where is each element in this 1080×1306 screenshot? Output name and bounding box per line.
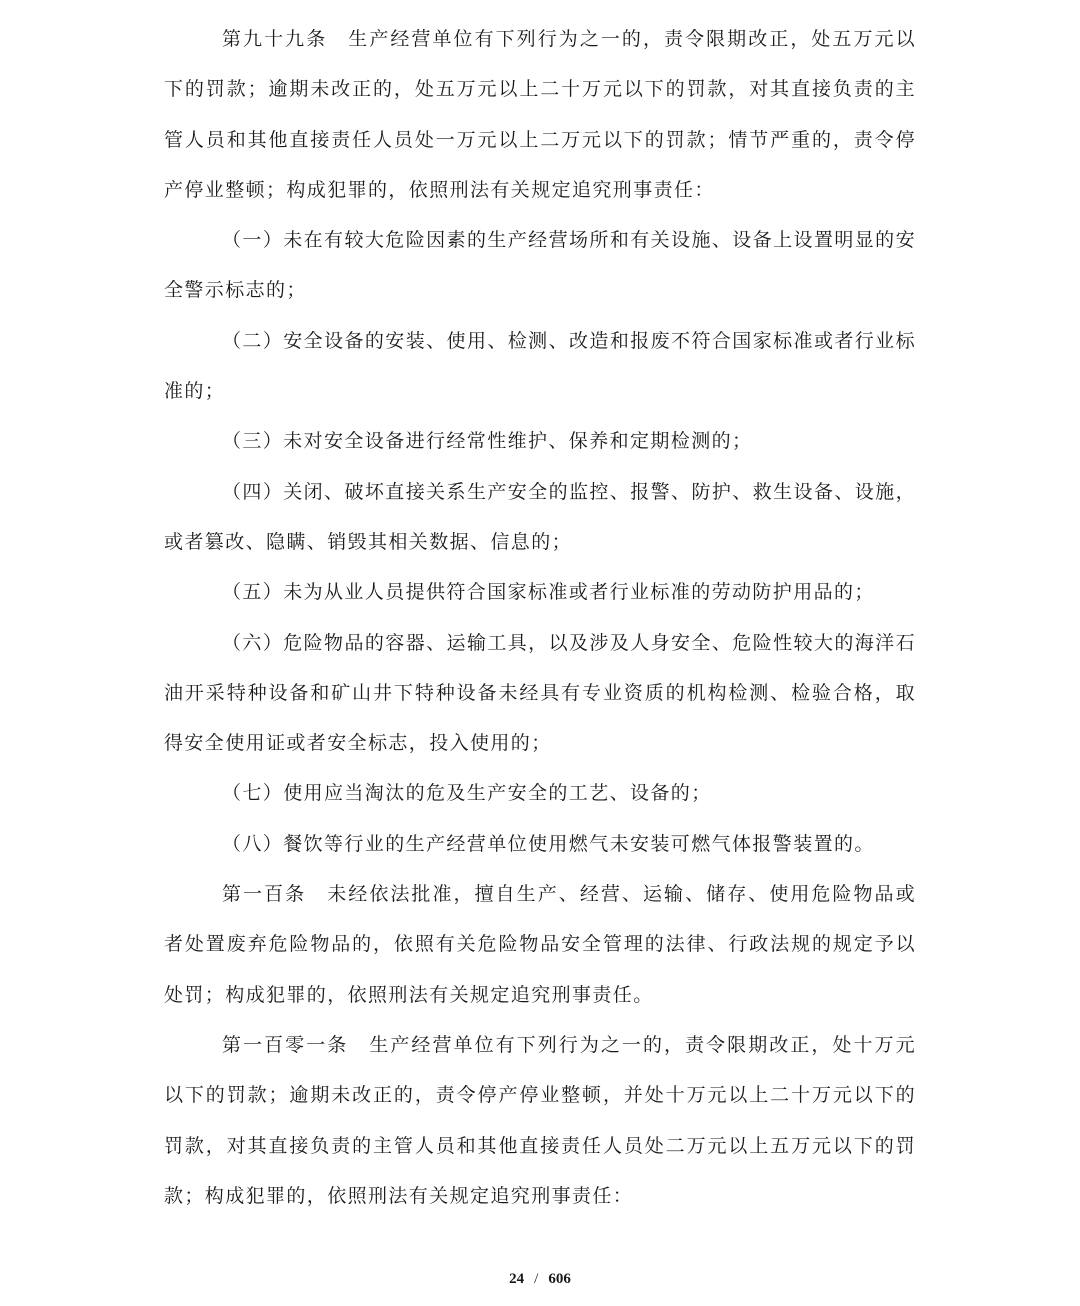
article-101	[164, 1020, 916, 1221]
list-item: （六）危险物品的容器、运输工具，以及涉及人身安全、危险性较大的海洋石油开采特种设备和矿山井下特种设备未经具有专业资质的机构检测、检验合格，取得安全使用证或者安全标志，投入使用的；	[164, 631, 916, 755]
list-item: （二）安全设备的安装、使用、检测、改造和报废不符合国家标准或者行业标准的；	[164, 329, 916, 403]
article-heading: 第九十九条	[222, 28, 328, 50]
list-item: （七）使用应当淘汰的危及生产安全的工艺、设备的；	[222, 782, 712, 805]
article-text: 生产经营单位有下列行为之一的，责令限期改正，处五万元以下的罚款；逾期未改正的，处五万元以上二十万元以下的罚款，对其直接负责的主管人员和其他直接责任人员处一万元以上二万元以下的罚款；情节严重的，责令停产停业整顿；构成犯罪的，依照刑法有关规定追究刑事责任：	[164, 28, 916, 201]
current-page-number: 24	[509, 1271, 525, 1287]
list-item: （一）未在有较大危险因素的生产经营场所和有关设施、设备上设置明显的安全警示标志的；	[164, 229, 916, 302]
article-text: 未经依法批准，擅自生产、经营、运输、储存、使用危险物品或者处置废弃危险物品的，依照有关危险物品安全管理的法律、行政法规的规定予以处罚；构成犯罪的，依照刑法有关规定追究刑事责任。	[164, 883, 917, 1006]
article-100	[164, 869, 916, 1020]
total-pages: 606	[548, 1271, 571, 1287]
article-text: 生产经营单位有下列行为之一的，责令限期改正，处十万元以下的罚款；逾期未改正的，责令停产停业整顿，并处十万元以上二十万元以下的罚款，对其直接负责的主管人员和其他直接责任人员处二万元以上五万元以下的罚款；构成犯罪的，依照刑法有关规定追究刑事责任：	[164, 1033, 916, 1207]
list-item: （八）餐饮等行业的生产经营单位使用燃气未安装可燃气体报警装置的。	[222, 832, 875, 855]
list-item: （五）未为从业人员提供符合国家标准或者行业标准的劳动防护用品的；	[222, 581, 875, 604]
list-item: （三）未对安全设备进行经常性维护、保养和定期检测的；	[222, 430, 753, 453]
article-99	[164, 14, 916, 215]
page-separator: /	[534, 1271, 539, 1287]
page-number-footer	[0, 1271, 1080, 1288]
article-heading: 第一百零一条	[222, 1033, 349, 1056]
article-heading: 第一百条	[222, 883, 307, 906]
list-item: （四）关闭、破坏直接关系生产安全的监控、报警、防护、救生设备、设施，或者篡改、隐瞒、销毁其相关数据、信息的；	[164, 480, 916, 553]
document-page	[164, 14, 916, 1221]
